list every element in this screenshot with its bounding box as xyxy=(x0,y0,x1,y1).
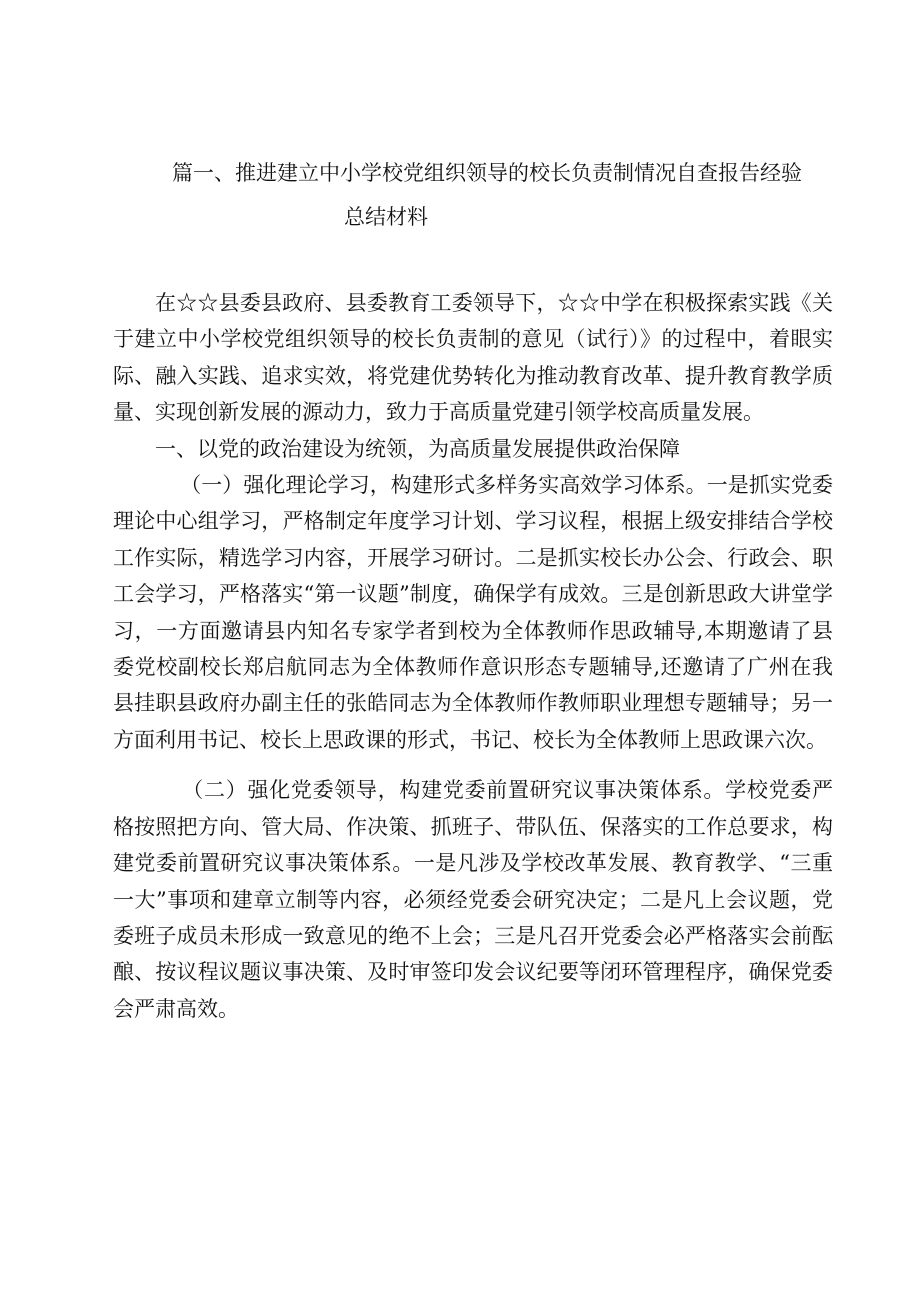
subsection-paragraph-1: （一）强化理论学习，构建形式多样务实高效学习体系。一是抓实党委理论中心组学习，严格制定年度学习计划、学习议程，根据上级安排结合学校工作实际，精选学习内容，开展学习研讨。二是抓实校长办公会、行政会、职工会学习，严格落实“第一议题”制度，确保学有成效。三是创新思政大讲堂学习，一方面邀请县内知名专家学者到校为全体教师作思政辅导,本期邀请了县委党校副校长郑启航同志为全体教师作意识形态专题辅导,还邀请了广州在我县挂职县政府办副主任的张皓同志为全体教师作教师职业理想专题辅导；另一方面利用书记、校长上思政课的形式，书记、校长为全体教师上思政课六次。 xyxy=(113,473,833,752)
title-line-2: 总结材料 xyxy=(344,205,428,229)
document-title xyxy=(172,151,832,239)
document-body xyxy=(113,285,833,1027)
subsection-paragraph-2: （二）强化党委领导，构建党委前置研究议事决策体系。学校党委严格按照把方向、管大局、作决策、抓班子、带队伍、保落实的工作总要求，构建党委前置研究议事决策体系。一是凡涉及学校改革发展、教育教学、“三重一大”事项和建章立制等内容，必须经党委会研究决定；二是凡上会议题，党委班子成员未形成一致意见的绝不上会；三是凡召开党委会必严格落实会前酝酿、按议程议题议事决策、及时审签印发会议纪要等闭环管理程序，确保党委会严肃高效。 xyxy=(113,778,833,1021)
title-line-1: 篇一、推进建立中小学校党组织领导的校长负责制情况自查报告经验 xyxy=(172,161,802,185)
intro-paragraph: 在☆☆县委县政府、县委教育工委领导下，☆☆中学在积极探索实践《关于建立中小学校党组织领导的校长负责制的意见（试行）》的过程中，着眼实际、融入实践、追求实效，将党建优势转化为推动教育改革、提升教育教学质量、实现创新发展的源动力，致力于高质量党建引领学校高质量发展。 xyxy=(113,291,833,425)
section-heading-1: 一、以党的政治建设为统领，为高质量发展提供政治保障 xyxy=(155,436,680,461)
